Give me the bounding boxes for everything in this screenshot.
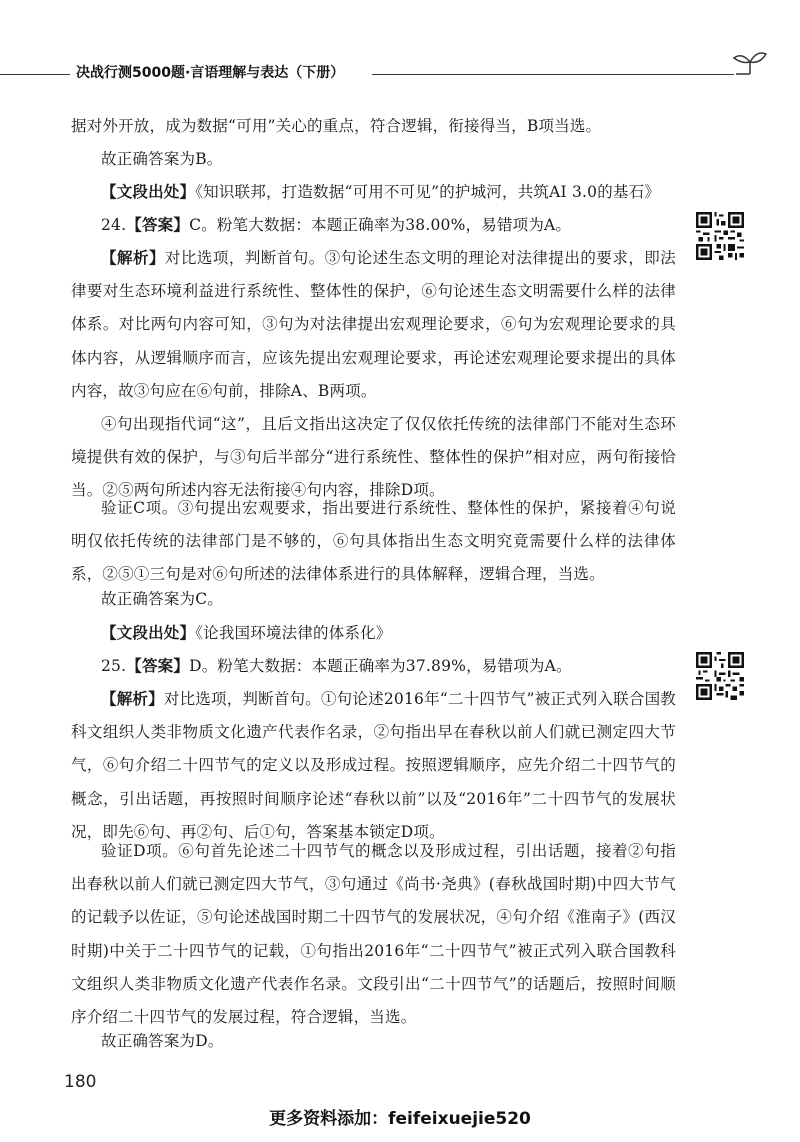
answer-line-23: 故正确答案为B。 [101,150,223,168]
paragraph-continuation: 据对外开放，成为数据“可用”关心的重点，符合逻辑，衔接得当，B项当选。 [71,117,602,135]
answer-line-24: 故正确答案为C。 [101,590,223,608]
header-rule-left [0,74,70,75]
question-24-answer [71,209,676,242]
verification-paragraph: 验证C项。③句提出宏观要求，指出要进行系统性、整体性的保护，紧接着④句说明仅依托传统的法律部门是不够的，⑥句具体指出生态文明究竟需要什么样的法律体系，②⑤①三句是对⑥句所述的法律体系进行的具体解释，逻辑合理，当选。 [71,499,676,584]
verification-paragraph: 验证D项。⑥句首先论述二十四节气的概念以及形成过程，引出话题，接着②句指出春秋以前人们就已测定四大节气，③句通过《尚书·尧典》(春秋战国时期)中四大节气的记载予以佐证，⑤句论述战国时期二十四节气的发展状况，④句介绍《淮南子》(西汉时期)中关于二十四节气的记载，①句指出2016年“二十四节气”被正式列入联合国教科文组织人类非物质文化遗产代表作名录。文段引出“二十四节气”的话题后，按照时间顺序介绍二十四节气的发展过程，符合逻辑，当选。 [71,842,676,1027]
source-line-23 [71,176,696,209]
source-tag: 【文段出处】 [101,183,196,201]
qr-code[interactable] [696,652,744,700]
answer-text: D。粉笔大数据：本题正确率为37.89%，易错项为A。 [189,657,572,675]
answer-text: C。粉笔大数据：本题正确率为38.00%，易错项为A。 [189,216,572,234]
source-title: 《知识联邦，打造数据“可用不可见”的护城河，共筑AI 3.0的基石》 [195,183,660,201]
source-tag: 【文段出处】 [101,624,196,642]
source-line-24 [71,617,676,650]
book-title: 决战行测5000题·言语理解与表达（下册） [76,65,345,81]
running-header [0,60,800,90]
sprout-icon [730,48,770,78]
question-24-analysis [71,242,676,408]
analysis-text: 对比选项，判断首句。③句论述生态文明的理论对法律提出的要求，即法律要对生态环境利益进行系统性、整体性的保护，⑥句论述生态文明需要什么样的法律体系。对比两句内容可知，③句为对法律提出宏观理论要求，⑥句为宏观理论要求的具体内容，从逻辑顺序而言，应该先提出宏观理论要求，再论述宏观理论要求提出的具体内容，故③句应在⑥句前，排除A、B两项。 [71,249,676,400]
analysis-tag: 【解析】 [101,690,164,708]
page-number: 180 [64,1072,97,1092]
analysis-text: 对比选项，判断首句。①句论述2016年“二十四节气”被正式列入联合国教科文组织人类非物质文化遗产代表作名录，②句指出早在春秋以前人们就已测定四大节气，⑥句介绍二十四节气的定义以及形成过程。按照逻辑顺序，应先介绍二十四节气的概念，引出话题，再按照时间顺序论述“春秋以前”以及“2016年”二十四节气的发展状况，即先⑥句、再②句、后①句，答案基本锁定D项。 [71,690,677,841]
answer-tag: 【答案】 [126,216,190,234]
analysis-paragraph: ④句出现指代词“这”，且后文指出这决定了仅仅依托传统的法律部门不能对生态环境提供有效的保护，与③句后半部分“进行系统性、整体性的保护”相对应，两句衔接恰当。②⑤两句所述内容无法衔接④句内容，排除D项。 [71,415,676,500]
footer-watermark: 更多资料添加：feifeixuejie520 [269,1109,531,1129]
answer-tag: 【答案】 [126,657,190,675]
question-25-answer [71,650,676,683]
answer-line-25: 故正确答案为D。 [101,1032,224,1050]
qr-code[interactable] [696,212,744,260]
header-rule-right [372,74,734,75]
question-25-analysis [71,683,676,849]
source-title: 《论我国环境法律的体系化》 [195,624,392,642]
question-number: 24. [101,216,127,234]
analysis-tag: 【解析】 [101,249,165,267]
question-number: 25. [101,657,127,675]
